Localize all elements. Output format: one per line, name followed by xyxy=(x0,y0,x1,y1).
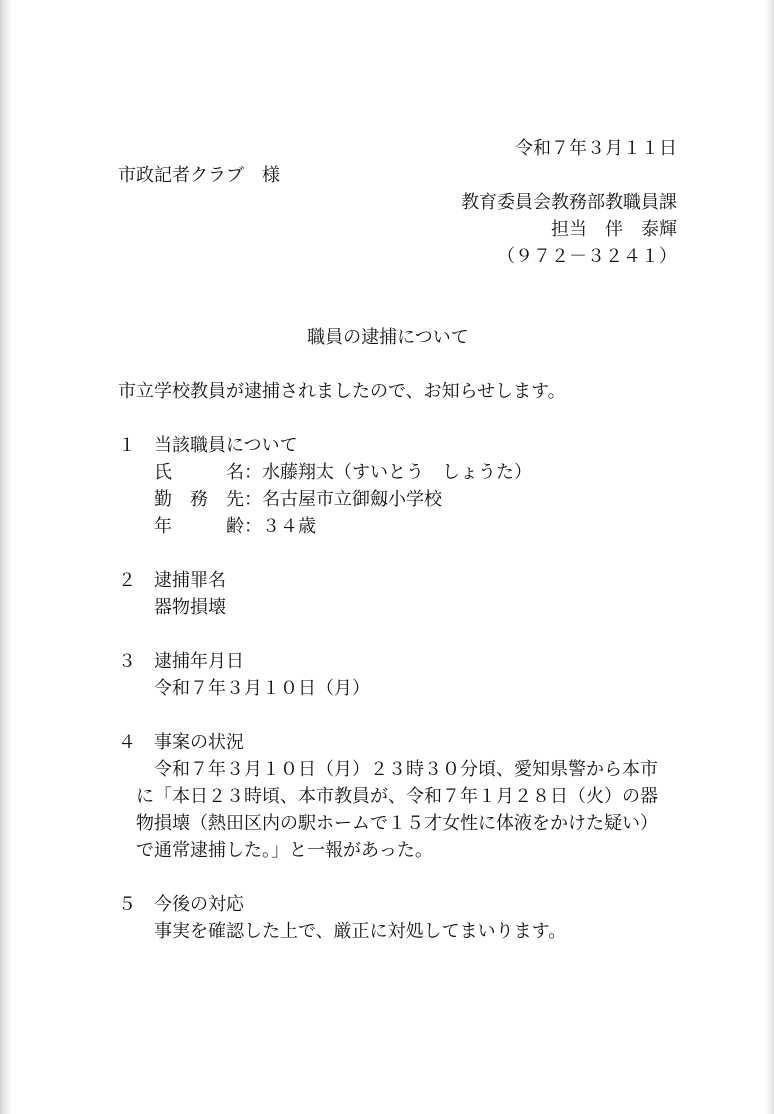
section-4-heading: ４ 事案の状況 xyxy=(118,732,244,753)
charge-text: 器物損壊 xyxy=(154,597,226,618)
section-3-heading: ３ 逮捕年月日 xyxy=(118,651,244,672)
situation-line: 物損壊（熱田区内の駅ホームで１５才女性に体液をかけた疑い） xyxy=(136,813,658,834)
employee-name: 氏 名：水藤翔太（すいとう しょうた） xyxy=(154,462,532,483)
situation-line: に「本日２３時頃、本市教員が、令和７年１月２８日（火）の器 xyxy=(136,786,658,807)
employee-workplace: 勤 務 先：名古屋市立御劔小学校 xyxy=(154,489,442,510)
page-edge-shadow xyxy=(765,0,773,1114)
document-date: 令和７年３月１１日 xyxy=(515,138,677,159)
section-1-heading: １ 当該職員について xyxy=(118,435,298,456)
situation-line: で通常逮捕した。」と一報があった。 xyxy=(136,840,433,861)
document-title: 職員の逮捕について xyxy=(307,327,469,348)
employee-age: 年 齢：３４歳 xyxy=(154,516,316,537)
arrest-date: 令和７年３月１０日（月） xyxy=(154,678,370,699)
response-text: 事実を確認した上で、厳正に対処してまいります。 xyxy=(154,921,567,942)
contact-phone: （９７２－３２４１） xyxy=(497,246,677,267)
contact-person: 担当 伴 泰輝 xyxy=(551,219,677,240)
page-edge-shadow xyxy=(1,0,11,1114)
intro-text: 市立学校教員が逮捕されましたので、お知らせします。 xyxy=(118,381,566,402)
issuing-department: 教育委員会教務部教職員課 xyxy=(461,192,677,213)
addressee: 市政記者クラブ 様 xyxy=(118,165,280,186)
section-2-heading: ２ 逮捕罪名 xyxy=(118,570,226,591)
section-5-heading: ５ 今後の対応 xyxy=(118,894,244,915)
situation-line: 令和７年３月１０日（月）２３時３０分頃、愛知県警から本市 xyxy=(154,759,658,780)
